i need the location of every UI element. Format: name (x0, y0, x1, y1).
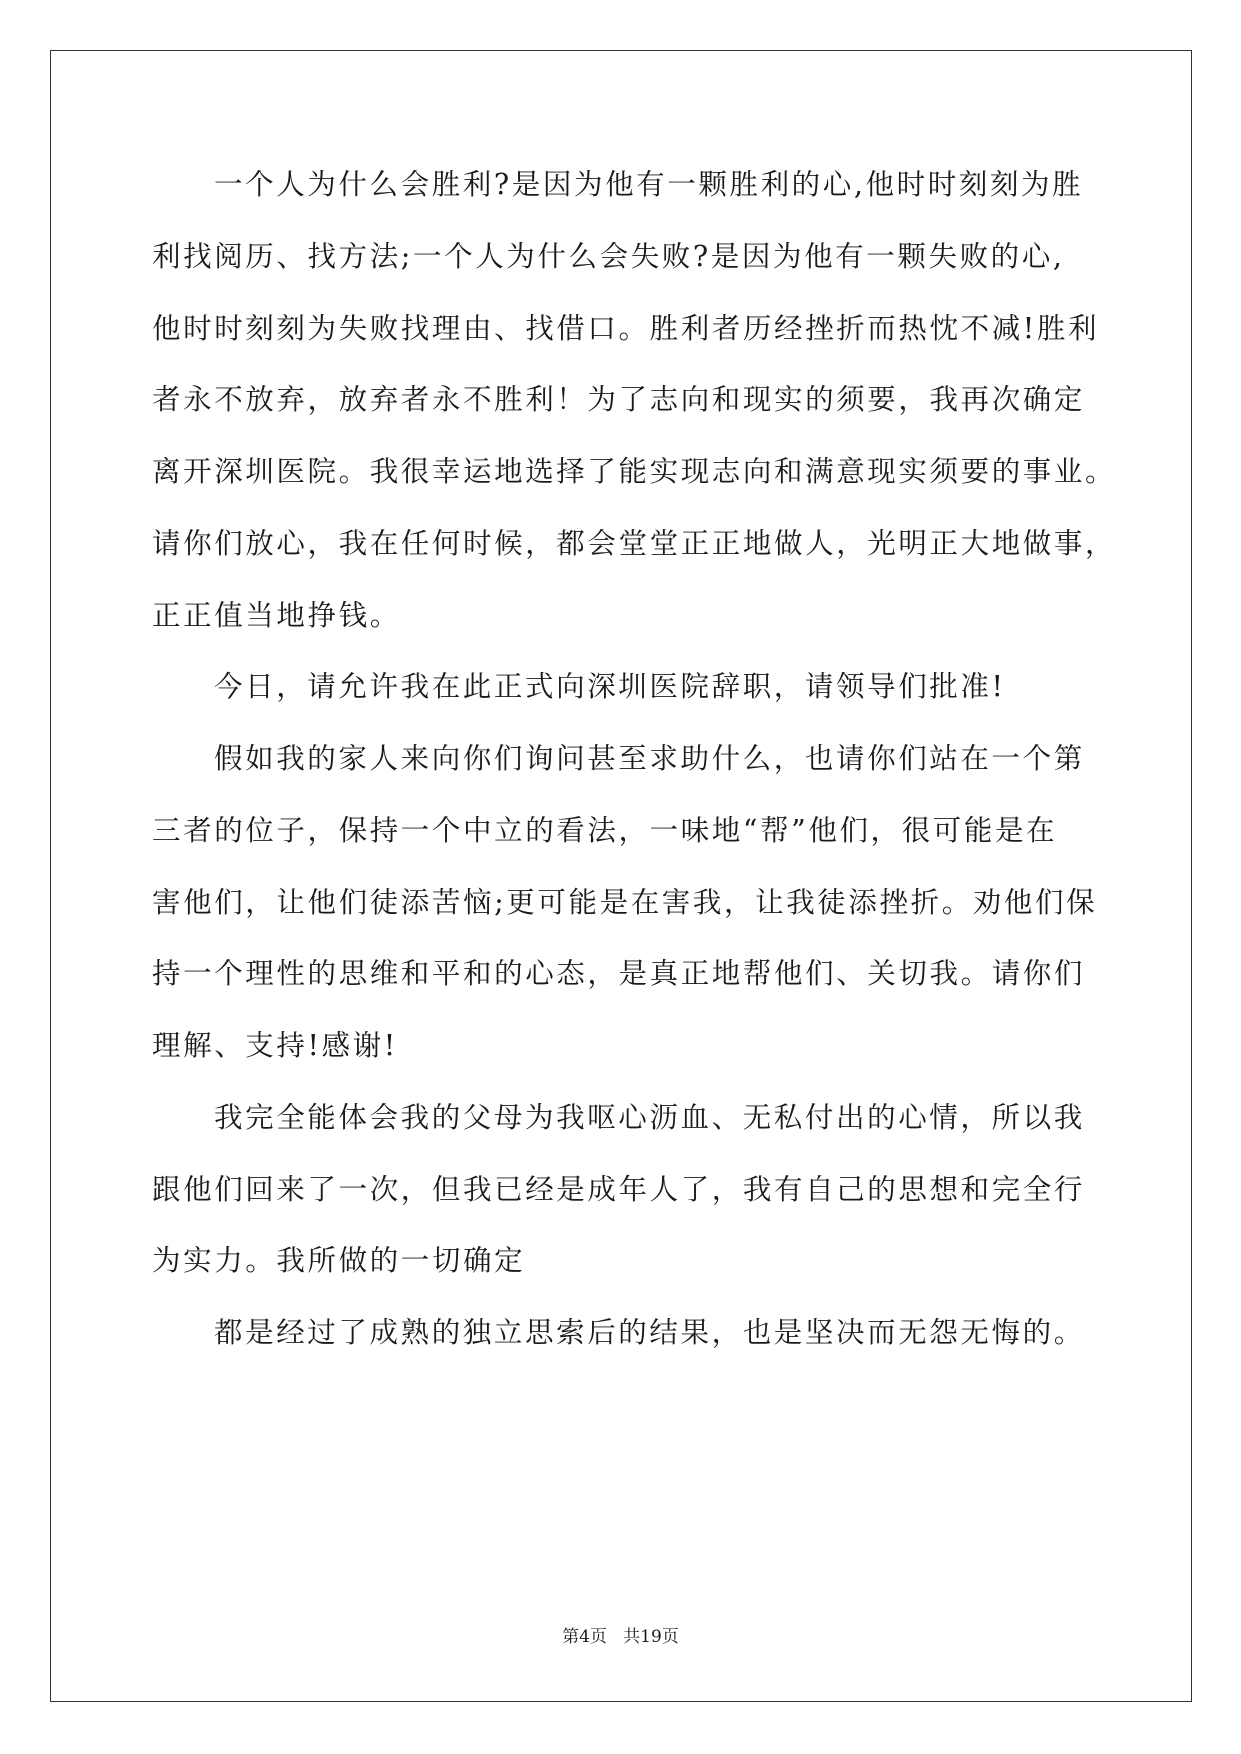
page-footer: 第4页 共19页 (562, 1627, 679, 1647)
text-line: 害他们，让他们徒添苦恼;更可能是在害我，让我徒添挫折。劝他们保 (152, 886, 1098, 919)
text-line: 都是经过了成熟的独立思索后的结果，也是坚决而无怨无悔的。 (214, 1316, 1085, 1349)
text-line: 理解、支持!感谢! (152, 1029, 398, 1062)
text-line: 利找阅历、找方法;一个人为什么会失败?是因为他有一颗失败的心, (152, 240, 1065, 273)
text-line: 今日，请允许我在此正式向深圳医院辞职，请领导们批准! (214, 670, 1006, 703)
text-line: 持一个理性的思维和平和的心态，是真正地帮他们、关切我。请你们 (152, 957, 1086, 990)
text-line: 正正值当地挣钱。 (152, 599, 401, 632)
text-line: 三者的位子，保持一个中立的看法，一味地“帮”他们，很可能是在 (152, 814, 1058, 847)
page-frame (50, 50, 1192, 1702)
text-line: 为实力。我所做的一切确定 (152, 1244, 526, 1277)
text-line: 我完全能体会我的父母为我呕心沥血、无私付出的心情，所以我 (214, 1101, 1085, 1134)
text-line: 他时时刻刻为失败找理由、找借口。胜利者历经挫折而热忱不减!胜利 (152, 312, 1100, 345)
text-line: 请你们放心，我在任何时候，都会堂堂正正地做人，光明正大地做事， (152, 527, 1117, 560)
text-line: 假如我的家人来向你们询问甚至求助什么，也请你们站在一个第 (214, 742, 1085, 775)
text-line: 一个人为什么会胜利?是因为他有一颗胜利的心,他时时刻刻为胜 (214, 168, 1084, 201)
text-line: 跟他们回来了一次，但我已经是成年人了，我有自己的思想和完全行 (152, 1173, 1086, 1206)
text-line: 离开深圳医院。我很幸运地选择了能实现志向和满意现实须要的事业。 (152, 455, 1117, 488)
text-line: 者永不放弃，放弃者永不胜利！为了志向和现实的须要，我再次确定 (152, 383, 1086, 416)
